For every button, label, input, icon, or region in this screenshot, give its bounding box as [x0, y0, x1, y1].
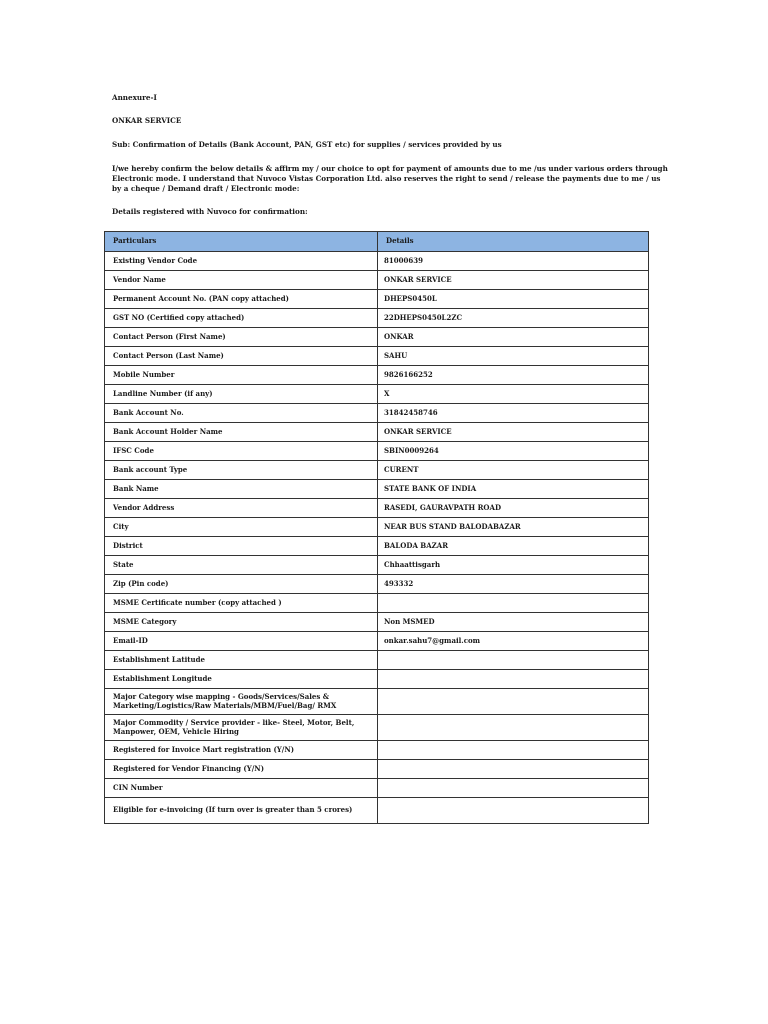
- detail-cell: 493332: [378, 575, 649, 594]
- table-row: [105, 480, 649, 499]
- detail-cell: 22DHEPS0450L2ZC: [378, 309, 649, 328]
- particular-cell: Mobile Number: [105, 366, 378, 385]
- particular-cell: Contact Person (Last Name): [105, 347, 378, 366]
- particular-cell: Landline Number (if any): [105, 385, 378, 404]
- detail-cell: CURENT: [378, 461, 649, 480]
- table-row: [105, 632, 649, 651]
- column-header-particulars: Particulars: [105, 232, 378, 252]
- detail-cell: [378, 715, 649, 741]
- detail-cell: Chhaattisgarh: [378, 556, 649, 575]
- table-row: [105, 594, 649, 613]
- vendor-details-table: [104, 231, 649, 824]
- table-header-row: [105, 232, 649, 252]
- table-row: [105, 366, 649, 385]
- table-row: [105, 556, 649, 575]
- particular-cell: Zip (Pin code): [105, 575, 378, 594]
- detail-cell: 31842458746: [378, 404, 649, 423]
- details-intro: Details registered with Nuvoco for confirmation:: [112, 207, 308, 216]
- table-row: [105, 613, 649, 632]
- table-row: [105, 575, 649, 594]
- detail-cell: DHEPS0450L: [378, 290, 649, 309]
- particular-cell: Major Commodity / Service provider - like- Steel, Motor, Belt, Manpower, OEM, Vehicle Hiring: [105, 715, 378, 741]
- particular-cell: Existing Vendor Code: [105, 252, 378, 271]
- detail-cell: [378, 779, 649, 798]
- detail-cell: X: [378, 385, 649, 404]
- particular-cell: Eligible for e-invoicing (If turn over is greater than 5 crores): [105, 798, 378, 824]
- detail-cell: [378, 798, 649, 824]
- particular-cell: State: [105, 556, 378, 575]
- detail-cell: 81000639: [378, 252, 649, 271]
- table-row: [105, 252, 649, 271]
- table-row: [105, 760, 649, 779]
- particular-cell: Bank Name: [105, 480, 378, 499]
- detail-cell: [378, 651, 649, 670]
- detail-cell: NEAR BUS STAND BALODABAZAR: [378, 518, 649, 537]
- detail-cell: SAHU: [378, 347, 649, 366]
- table-row: [105, 715, 649, 741]
- annexure-label: Annexure-I: [112, 93, 157, 102]
- table-row: [105, 689, 649, 715]
- particular-cell: CIN Number: [105, 779, 378, 798]
- particular-cell: Vendor Name: [105, 271, 378, 290]
- detail-cell: ONKAR SERVICE: [378, 271, 649, 290]
- table-row: [105, 537, 649, 556]
- particular-cell: Establishment Latitude: [105, 651, 378, 670]
- table-row: [105, 385, 649, 404]
- table-row: [105, 651, 649, 670]
- table-row: [105, 779, 649, 798]
- table-row: [105, 328, 649, 347]
- particular-cell: MSME Certificate number (copy attached ): [105, 594, 378, 613]
- particular-cell: Major Category wise mapping - Goods/Services/Sales & Marketing/Logistics/Raw Materials/MBM/Fuel/Bag/ RMX: [105, 689, 378, 715]
- particular-cell: District: [105, 537, 378, 556]
- table-row: [105, 499, 649, 518]
- detail-cell: 9826166252: [378, 366, 649, 385]
- table-row: [105, 741, 649, 760]
- particular-cell: MSME Category: [105, 613, 378, 632]
- particular-cell: Bank Account No.: [105, 404, 378, 423]
- table-row: [105, 347, 649, 366]
- table-body: [105, 252, 649, 824]
- detail-cell: onkar.sahu7@gmail.com: [378, 632, 649, 651]
- particular-cell: Registered for Invoice Mart registration (Y/N): [105, 741, 378, 760]
- particular-cell: Registered for Vendor Financing (Y/N): [105, 760, 378, 779]
- table-row: [105, 423, 649, 442]
- table-row: [105, 442, 649, 461]
- table-row: [105, 290, 649, 309]
- detail-cell: [378, 670, 649, 689]
- table-row: [105, 461, 649, 480]
- detail-cell: [378, 689, 649, 715]
- table-row: [105, 670, 649, 689]
- detail-cell: SBIN0009264: [378, 442, 649, 461]
- detail-cell: [378, 594, 649, 613]
- particular-cell: Bank Account Holder Name: [105, 423, 378, 442]
- particular-cell: City: [105, 518, 378, 537]
- particular-cell: Vendor Address: [105, 499, 378, 518]
- table-row: [105, 309, 649, 328]
- confirmation-paragraph: I/we hereby confirm the below details & affirm my / our choice to opt for payment of amounts due to me /us under various orders through Electronic mode. I understand that Nuvoco Vistas Corporation Ltd. also reserves the right to send / release the payments due to me / us by a cheque / Demand draft / Electronic mode:: [112, 164, 668, 193]
- particular-cell: GST NO (Certified copy attached): [105, 309, 378, 328]
- particular-cell: Establishment Longitude: [105, 670, 378, 689]
- particular-cell: IFSC Code: [105, 442, 378, 461]
- detail-cell: ONKAR SERVICE: [378, 423, 649, 442]
- detail-cell: BALODA BAZAR: [378, 537, 649, 556]
- detail-cell: [378, 760, 649, 779]
- column-header-details: Details: [378, 232, 649, 252]
- table-row: [105, 518, 649, 537]
- table-row: [105, 798, 649, 824]
- subject-line: Sub: Confirmation of Details (Bank Account, PAN, GST etc) for supplies / services provided by us: [112, 140, 502, 149]
- particular-cell: Bank account Type: [105, 461, 378, 480]
- detail-cell: RASEDI, GAURAVPATH ROAD: [378, 499, 649, 518]
- detail-cell: STATE BANK OF INDIA: [378, 480, 649, 499]
- table-row: [105, 271, 649, 290]
- particular-cell: Contact Person (First Name): [105, 328, 378, 347]
- detail-cell: Non MSMED: [378, 613, 649, 632]
- company-name: ONKAR SERVICE: [112, 116, 182, 125]
- particular-cell: Permanent Account No. (PAN copy attached): [105, 290, 378, 309]
- detail-cell: ONKAR: [378, 328, 649, 347]
- particular-cell: Email-ID: [105, 632, 378, 651]
- detail-cell: [378, 741, 649, 760]
- table-row: [105, 404, 649, 423]
